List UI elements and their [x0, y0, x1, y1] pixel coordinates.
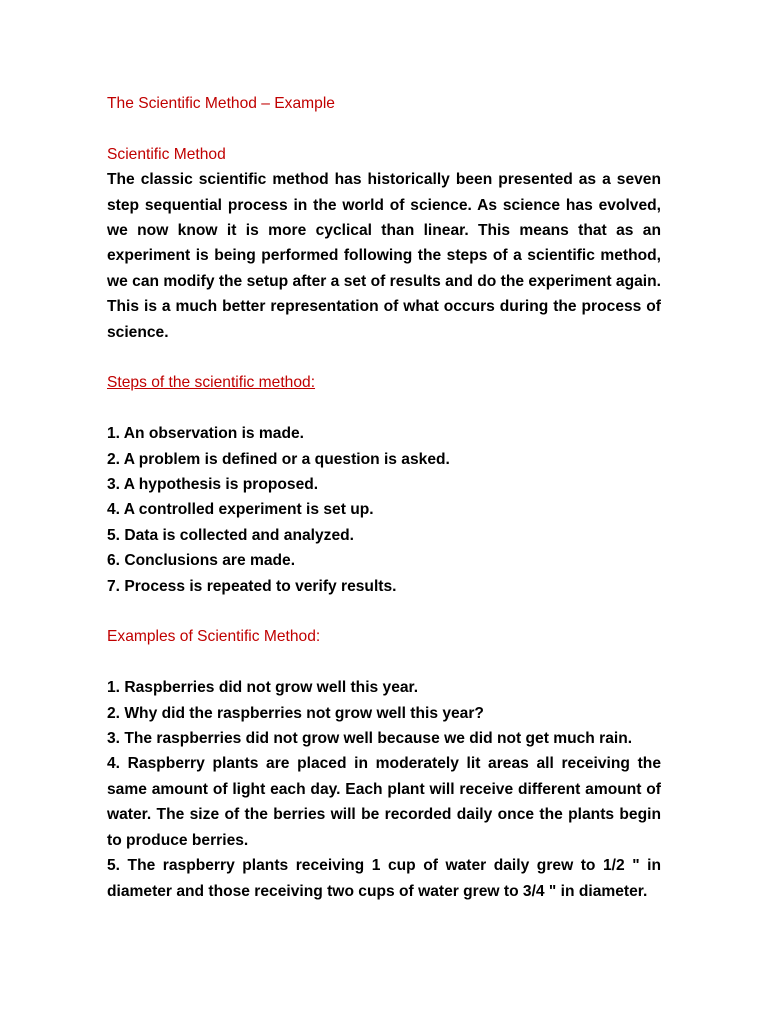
section-paragraph: The classic scientific method has historically been presented as a seven step sequential process in the world of science. As science has evolved, we now know it is more cyclical than linear. This means that as an experiment is being performed following the steps of a scientific method, we can modify the setup after a set of results and do the experiment again. This is a much better representation of what occurs during the process of science.: [107, 171, 661, 341]
section-heading-steps: Steps of the scientific method:: [107, 374, 316, 392]
section-heading-examples: Examples of Scientific Method:: [107, 628, 321, 646]
spacer: [107, 116, 661, 141]
section-heading-scientific-method: Scientific Method: [107, 145, 226, 163]
list-item: 3. The raspberries did not grow well because we did not get much rain.: [107, 730, 633, 748]
list-item: 3. A hypothesis is proposed.: [107, 476, 319, 494]
list-item: 6. Conclusions are made.: [107, 552, 296, 570]
examples-list: [107, 675, 661, 904]
spacer: [107, 650, 661, 675]
list-item: 1. Raspberries did not grow well this year.: [107, 679, 419, 697]
list-item: 5. Data is collected and analyzed.: [107, 526, 354, 544]
list-item: 5. The raspberry plants receiving 1 cup of water daily grew to 1/2 " in diameter and those receiving two cups of water grew to 3/4 " in diameter.: [107, 857, 661, 900]
spacer: [107, 396, 661, 421]
list-item: 7. Process is repeated to verify results.: [107, 577, 397, 595]
list-item: 2. Why did the raspberries not grow well this year?: [107, 704, 484, 722]
document-title: The Scientific Method – Example: [107, 95, 335, 112]
list-item: 1. An observation is made.: [107, 425, 305, 443]
spacer: [107, 599, 661, 624]
steps-list: [107, 421, 661, 599]
list-item: 2. A problem is defined or a question is asked.: [107, 450, 450, 468]
list-item: 4. A controlled experiment is set up.: [107, 501, 374, 519]
spacer: [107, 345, 661, 370]
list-item: 4. Raspberry plants are placed in moderately lit areas all receiving the same amount of light each day. Each plant will receive different amount of water. The size of the berries will be recorded daily once the plants begin to produce berries.: [107, 755, 661, 849]
